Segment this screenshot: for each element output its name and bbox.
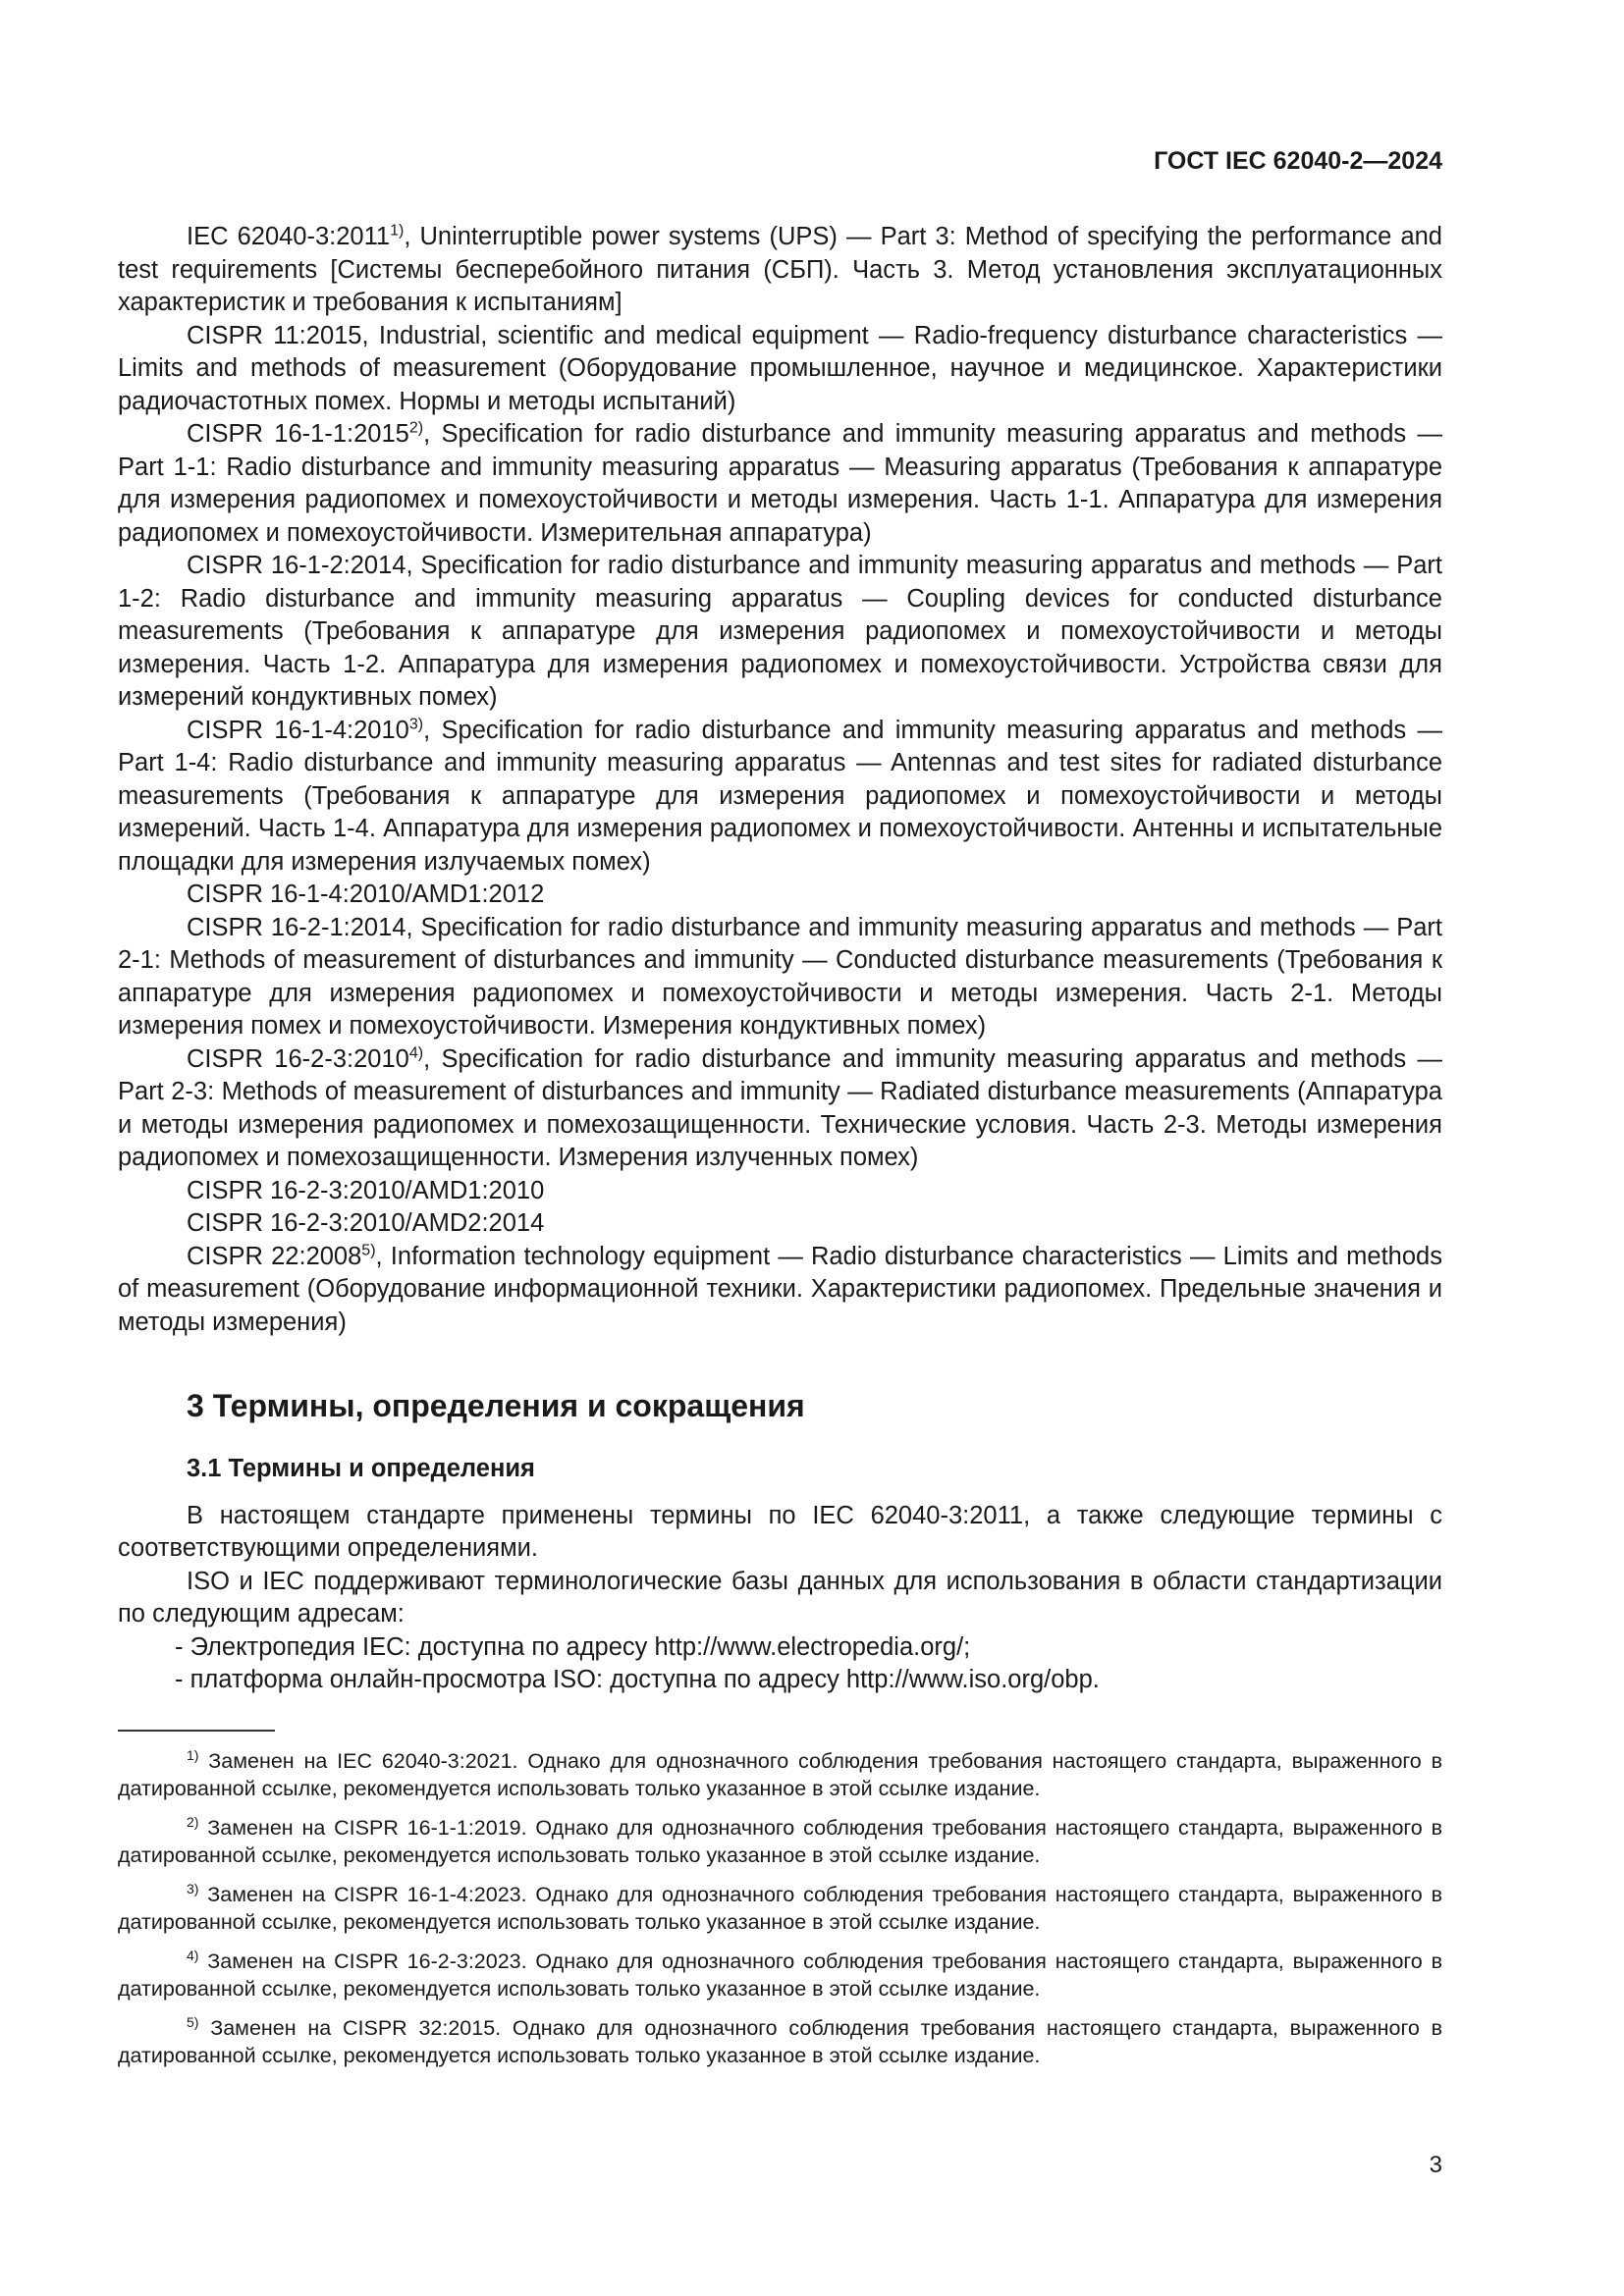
- footnote-text: Заменен на CISPR 16-2-3:2023. Однако для однозначного соблюдения требования настоящего стандарта, выраженного в датированной ссылке, рекомендуется использовать только указанное в этой ссылке издание.: [118, 1949, 1442, 2001]
- footnote-item: [118, 1747, 1442, 1802]
- reference-item: [118, 418, 1442, 550]
- reference-title: , Specification for radio disturbance and immunity measuring apparatus and methods — Part 1-1: Radio disturbance and immunity measuring apparatus — Measuring apparatus (Требования к аппаратуре для измерения радиопомех и помехоустойчивости и методы измерения. Часть 1-1. Аппаратура для измерения радиопомех и помехоустойчивости. Измерительная аппаратура): [118, 420, 1442, 547]
- document-header-code: ГОСТ IEC 62040-2—2024: [1154, 147, 1442, 175]
- reference-title: , Specification for radio disturbance and immunity measuring apparatus and methods — Part 1-4: Radio disturbance and immunity measuring apparatus — Antennas and test sites for radiated disturbance measurements (Требования к аппаратуре для измерения радиопомех и помехоустойчивости и методы измерений. Часть 1-4. Аппаратура для измерения радиопомех и помехоустойчивости. Антенны и испытательные площадки для измерения излучаемых помех): [118, 716, 1442, 876]
- reference-item: [118, 221, 1442, 320]
- reference-code: IEC 62040-3:2011: [187, 223, 391, 250]
- document-body: [118, 221, 1442, 1697]
- footnote-text: Заменен на CISPR 16-1-1:2019. Однако для однозначного соблюдения требования настоящего стандарта, выраженного в датированной ссылке, рекомендуется использовать только указанное в этой ссылке издание.: [118, 1816, 1442, 1867]
- reference-title: , Specification for radio disturbance and immunity measuring apparatus and methods — Part 1-2: Radio disturbance and immunity measuring apparatus — Coupling devices for conducted disturbance measurements (Требования к аппаратуре для измерения радиопомех и помехоустойчивости и методы измерения. Часть 1-2. Аппаратура для измерения радиопомех и помехоустойчивости. Устройства связи для измерений кондуктивных помех): [118, 552, 1442, 711]
- reference-item: [118, 715, 1442, 880]
- footnote-separator: [118, 1730, 275, 1732]
- reference-code: CISPR 16-2-3:2010/AMD1:2010: [187, 1176, 545, 1204]
- reference-item: [118, 320, 1442, 419]
- reference-item: [118, 879, 1442, 912]
- subsection-title: 3.1 Термины и определения: [187, 1455, 535, 1482]
- reference-title: , Information technology equipment — Radio disturbance characteristics — Limits and methods of measurement (Оборудование информационной техники. Характеристики радиопомех. Предельные значения и методы измерения): [118, 1242, 1442, 1336]
- reference-item: [118, 912, 1442, 1043]
- reference-code: CISPR 16-2-3:2010: [187, 1044, 409, 1073]
- footnote-text: Заменен на CISPR 32:2015. Однако для однозначного соблюдения требования настоящего стандарта, выраженного в датированной ссылке, рекомендуется использовать только указанное в этой ссылке издание.: [118, 2016, 1442, 2067]
- footnote-marker: 5): [361, 1242, 376, 1258]
- footnote-marker: 3): [408, 716, 424, 732]
- reference-item: [118, 1043, 1442, 1175]
- reference-code: CISPR 11:2015: [187, 321, 362, 349]
- footnote-item: [118, 1881, 1442, 1936]
- list-item: - платформа онлайн-просмотра ISO: доступна по адресу http://www.iso.org/obp.: [175, 1666, 1100, 1693]
- reference-title: , Specification for radio disturbance and immunity measuring apparatus and methods — Part 2-1: Methods of measurement of disturbances and immunity — Conducted disturbance measurements (Требования к аппаратуре для измерения радиопомех и помехоустойчивости и методы измерения. Часть 2-1. Методы измерения помех и помехоустойчивости. Измерения кондуктивных помех): [118, 913, 1442, 1040]
- footnote-text: Заменен на IEC 62040-3:2021. Однако для однозначного соблюдения требования настоящего стандарта, выраженного в датированной ссылке, рекомендуется использовать только указанное в этой ссылке издание.: [118, 1749, 1442, 1800]
- footnotes: [118, 1747, 1442, 2081]
- paragraph: ISO и IEC поддерживают терминологические базы данных для использования в области стандартизации по следующим адресам:: [118, 1567, 1442, 1628]
- reference-code: CISPR 16-1-4:2010: [187, 716, 409, 744]
- footnote-marker: 4): [187, 1947, 199, 1963]
- reference-title: , Industrial, scientific and medical equipment — Radio-frequency disturbance characteristics — Limits and methods of measurement (Оборудование промышленное, научное и медицинское. Характеристики радиочастотных помех. Нормы и методы испытаний): [118, 321, 1442, 415]
- footnote-marker: 1): [187, 1746, 199, 1763]
- reference-title: , Specification for radio disturbance and immunity measuring apparatus and methods — Part 2-3: Methods of measurement of disturbances and immunity — Radiated disturbance measurements (Аппаратура и методы измерения радиопомех и помехозащищенности. Технические условия. Часть 2-3. Методы измерения радиопомех и помехозащищенности. Измерения излученных помех): [118, 1044, 1442, 1171]
- list-item: - Электропедия IEC: доступна по адресу http://www.electropedia.org/;: [175, 1632, 971, 1661]
- reference-item: [118, 1175, 1442, 1208]
- footnote-marker: 3): [187, 1880, 199, 1896]
- footnote-item: [118, 1948, 1442, 2002]
- section-title: 3 Термины, определения и сокращения: [187, 1388, 805, 1423]
- reference-code: CISPR 16-1-1:2015: [187, 420, 409, 448]
- normative-references-list: [118, 221, 1442, 1339]
- footnote-item: [118, 2014, 1442, 2069]
- reference-item: [118, 550, 1442, 715]
- footnote-marker: 5): [187, 2013, 199, 2030]
- reference-code: CISPR 16-1-2:2014: [187, 552, 406, 579]
- footnote-marker: 2): [408, 419, 424, 437]
- reference-item: [118, 1241, 1442, 1340]
- reference-code: CISPR 22:2008: [187, 1242, 362, 1270]
- page-number: 3: [1429, 2152, 1442, 2178]
- paragraph: В настоящем стандарте применены термины по IEC 62040-3:2011, а также следующие термины с соответствующими определениями.: [118, 1501, 1442, 1562]
- reference-code: CISPR 16-2-1:2014: [187, 913, 406, 941]
- footnote-marker: 2): [187, 1813, 199, 1830]
- reference-title: , Uninterruptible power systems (UPS) — Part 3: Method of specifying the performance and test requirements [Системы бесперебойного питания (СБП). Часть 3. Метод установления эксплуатационных характеристик и требования к испытаниям]: [118, 223, 1442, 316]
- reference-code: CISPR 16-1-4:2010/AMD1:2012: [187, 881, 545, 908]
- reference-code: CISPR 16-2-3:2010/AMD2:2014: [187, 1209, 545, 1237]
- footnote-text: Заменен на CISPR 16-1-4:2023. Однако для однозначного соблюдения требования настоящего стандарта, выраженного в датированной ссылке, рекомендуется использовать только указанное в этой ссылке издание.: [118, 1883, 1442, 1934]
- footnote-item: [118, 1814, 1442, 1869]
- footnote-marker: 1): [390, 222, 405, 240]
- reference-item: [118, 1207, 1442, 1241]
- footnote-marker: 4): [408, 1044, 424, 1061]
